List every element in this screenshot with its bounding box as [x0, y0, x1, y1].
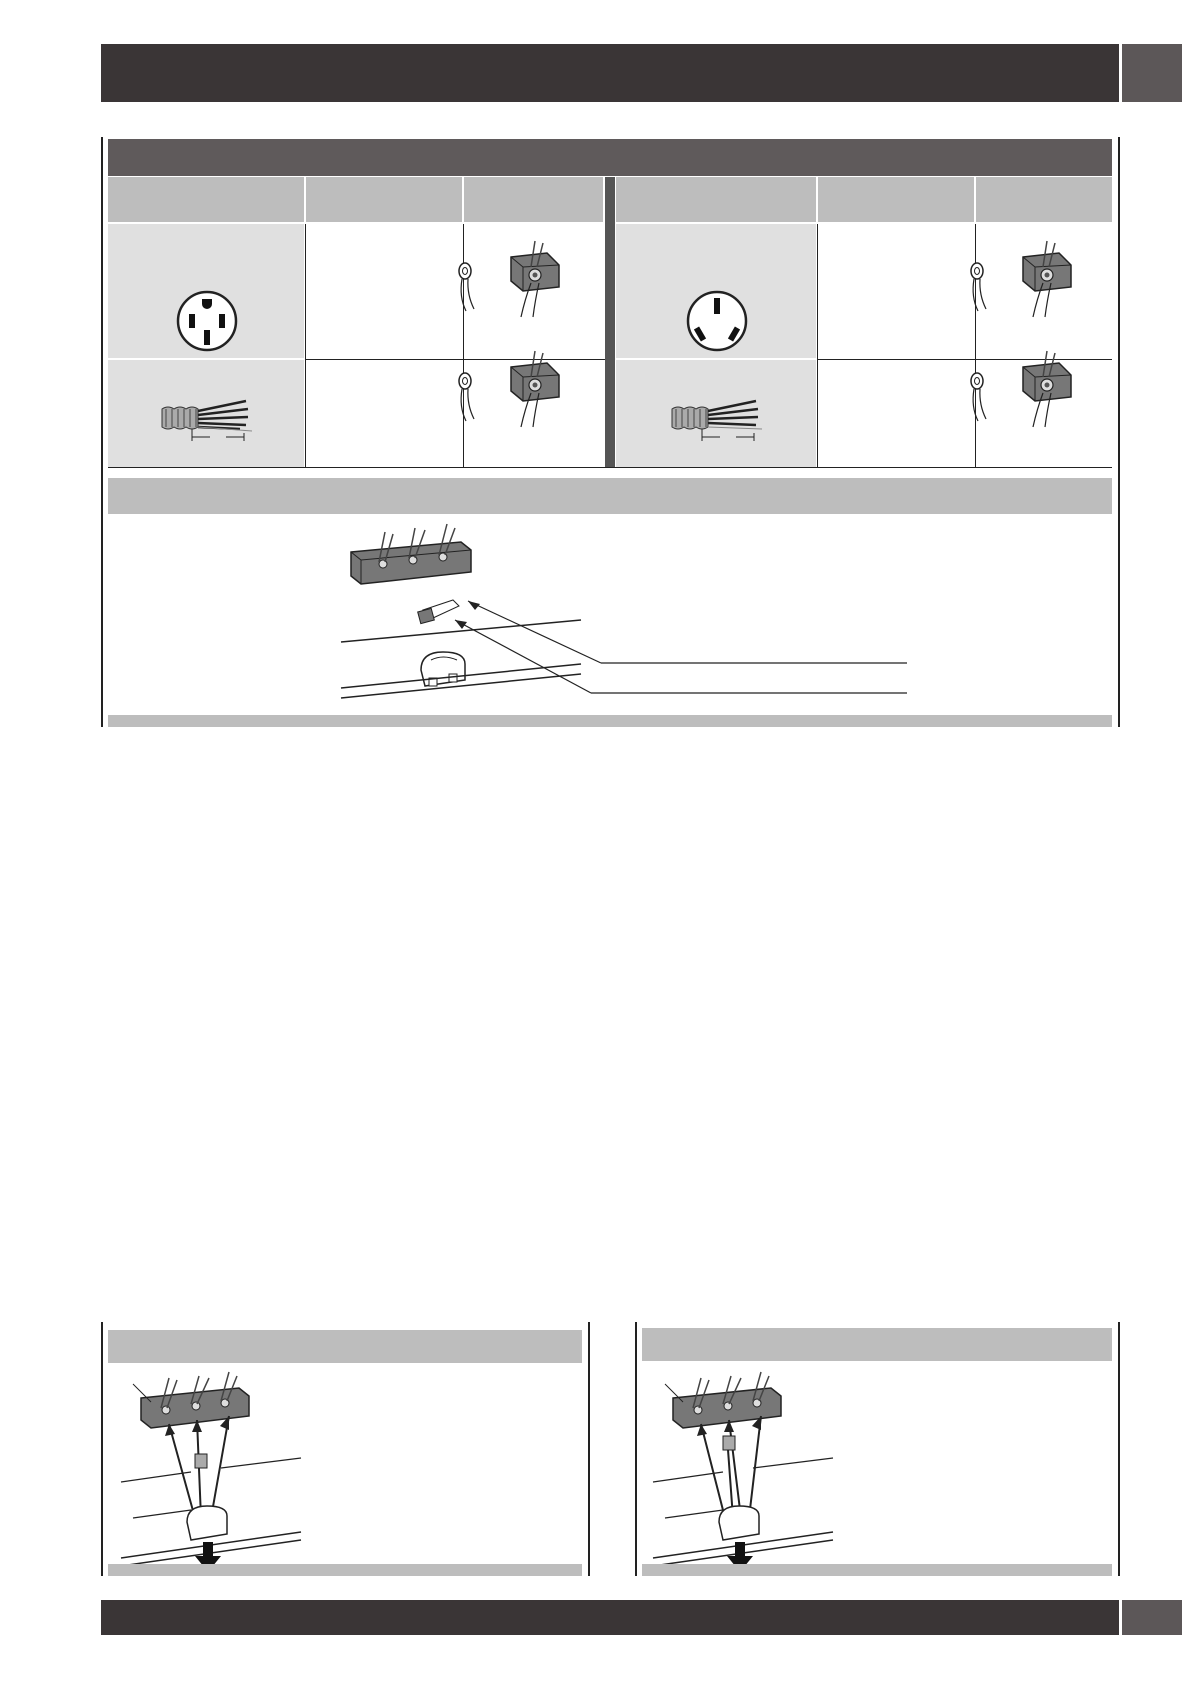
group-separator [605, 177, 615, 467]
4-prong-outlet-icon [175, 289, 239, 353]
table-bottom-strip [108, 715, 1112, 727]
figure-left-box [101, 1322, 591, 1576]
3-wire-connection-illustration [121, 1372, 441, 1572]
figure-left-left-border [101, 1322, 103, 1576]
col-header-left-3 [464, 177, 603, 222]
grid-h-bottom [108, 467, 1112, 468]
box-right-border [1118, 137, 1120, 727]
figure-right-right-border [1118, 1322, 1120, 1576]
direct-wire-cable-icon [156, 399, 266, 441]
4-wire-connection-illustration [653, 1372, 973, 1572]
terminal-section-bar [108, 478, 1112, 514]
col-header-right-3 [976, 177, 1112, 222]
col-header-right-1 [616, 177, 816, 222]
page-footer-bar [101, 1600, 1119, 1635]
page-header-bar [101, 44, 1119, 102]
figure-left-bottom-strip [108, 1564, 582, 1576]
direct-wire-cable-icon [666, 399, 776, 441]
table-title-bar [108, 139, 1112, 176]
figure-left-right-border [588, 1322, 590, 1576]
figure-right-title-bar [642, 1328, 1112, 1361]
figure-left-title-bar [108, 1330, 582, 1363]
ring-terminal-icon [449, 237, 569, 321]
figure-right-left-border [635, 1322, 637, 1576]
ring-terminal-icon [961, 237, 1081, 321]
col-header-left-1 [108, 177, 304, 222]
page-header-tab [1122, 44, 1182, 102]
terminal-block-illustration [341, 522, 981, 707]
connection-table-box [101, 137, 1120, 727]
3-prong-outlet-icon [685, 289, 749, 353]
figure-right-box [635, 1322, 1120, 1576]
figure-right-bottom-strip [642, 1564, 1112, 1576]
grid-v-right-1 [817, 224, 818, 467]
grid-v-left-1 [305, 224, 306, 467]
col-header-right-2 [818, 177, 974, 222]
ring-terminal-icon [961, 347, 1081, 431]
col-header-left-2 [306, 177, 462, 222]
ring-terminal-icon [449, 347, 569, 431]
box-left-border [101, 137, 103, 727]
page-footer-tab [1122, 1600, 1182, 1635]
